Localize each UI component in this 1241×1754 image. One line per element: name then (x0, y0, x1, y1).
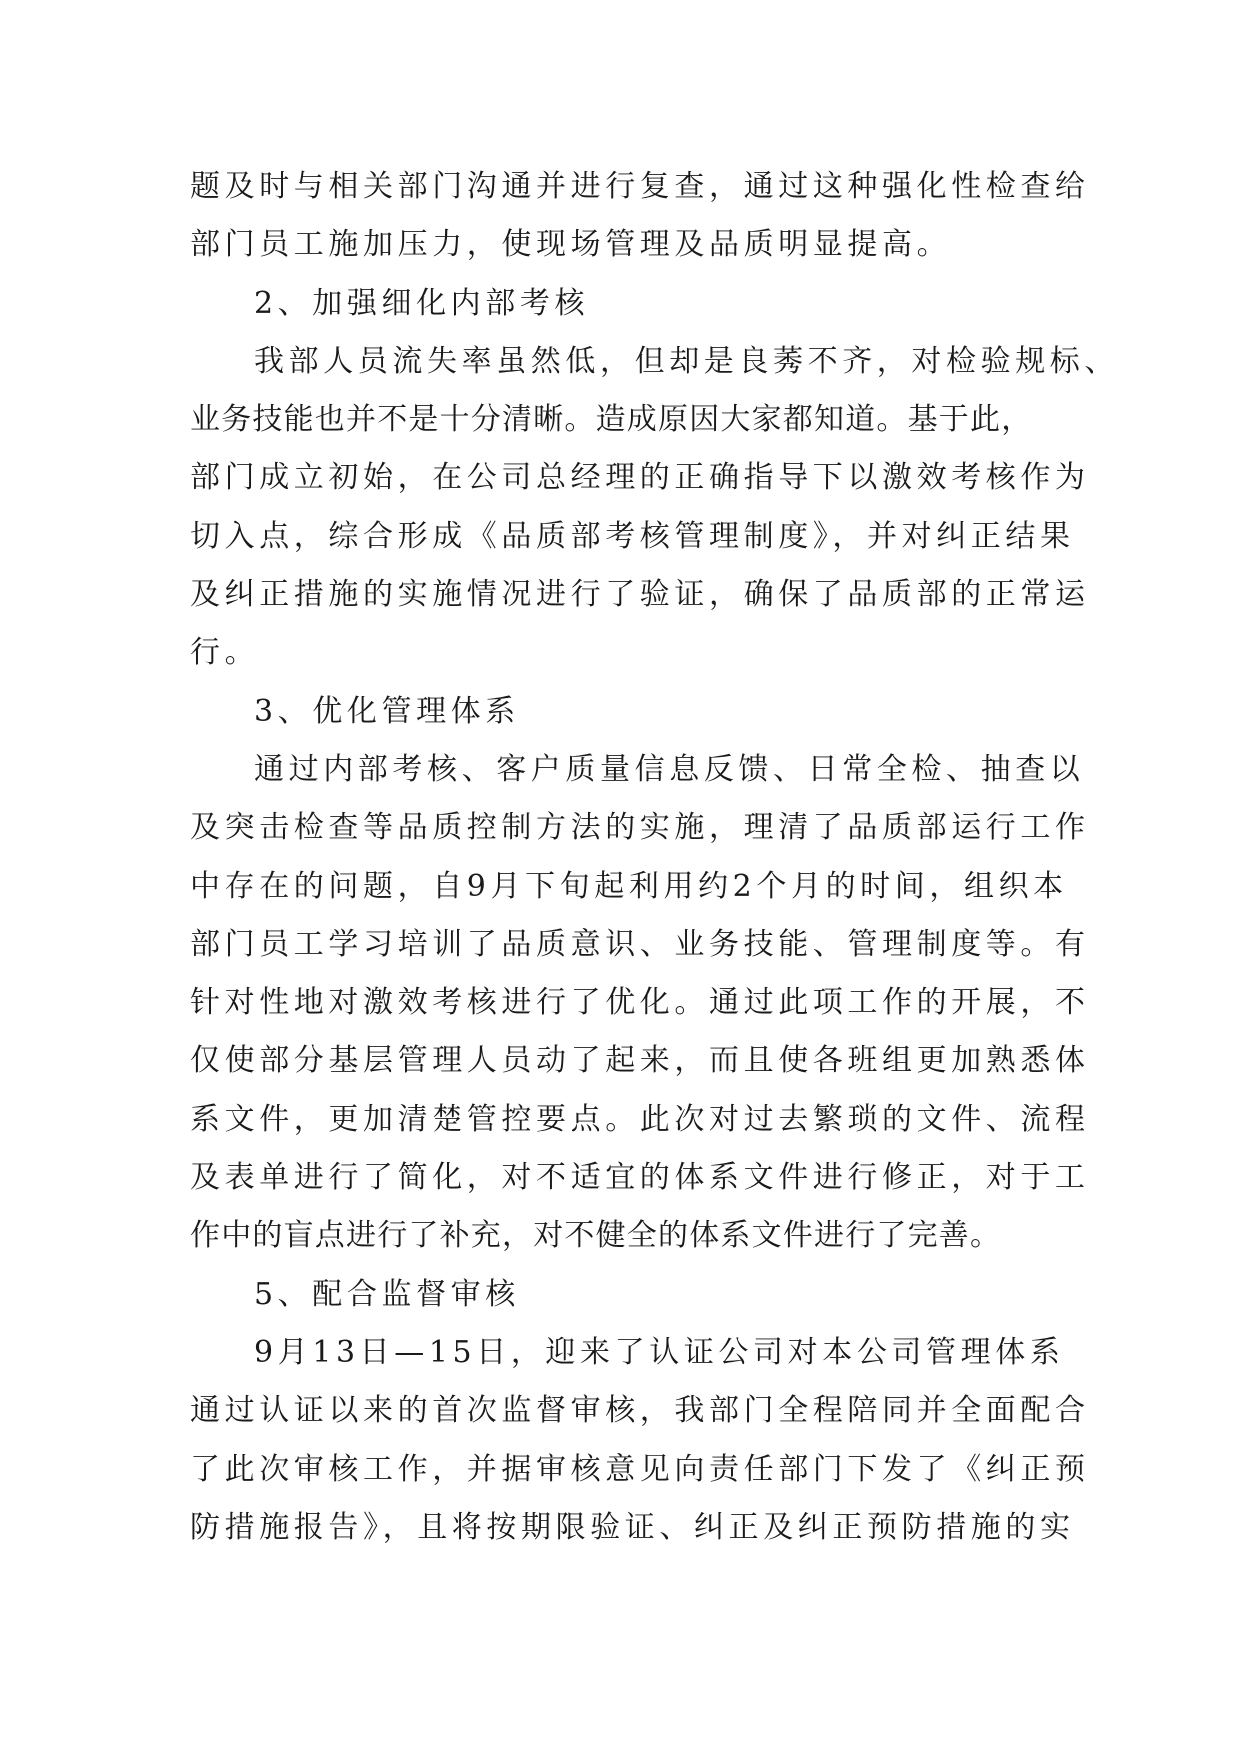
paragraph-line: 切入点，综合形成《品质部考核管理制度》，并对纠正结果 (190, 518, 1075, 554)
paragraph-line: 作中的盲点进行了补充，对不健全的体系文件进行了完善。 (190, 1218, 1002, 1254)
paragraph-line: 业务技能也并不是十分清晰。造成原因大家都知道。基于此， (190, 402, 1033, 438)
paragraph-line: 9月13日—15日，迎来了认证公司对本公司管理体系 (254, 1334, 1065, 1370)
paragraph-line: 及表单进行了简化，对不适宜的体系文件进行修正，对于工 (190, 1160, 1090, 1196)
paragraph-line: 部门成立初始，在公司总经理的正确指导下以激效考核作为 (190, 460, 1090, 496)
paragraph-line: 通过内部考核、客户质量信息反馈、日常全检、抽查以 (254, 751, 1085, 787)
paragraph-line: 防措施报告》，且将按期限验证、纠正及纠正预防措施的实 (190, 1509, 1075, 1545)
document-body (190, 158, 1119, 1557)
paragraph-line: 部门员工学习培训了品质意识、业务技能、管理制度等。有 (190, 926, 1090, 962)
paragraph-line: 及突击检查等品质控制方法的实施，理清了品质部运行工作 (190, 810, 1090, 846)
paragraph-line: 仅使部分基层管理人员动了起来，而且使各班组更加熟悉体 (190, 1043, 1090, 1079)
paragraph-line: 我部人员流失率虽然低，但却是良莠不齐，对检验规标、 (254, 343, 1119, 379)
section-heading: 3、优化管理体系 (254, 693, 520, 729)
paragraph-line: 系文件，更加清楚管控要点。此次对过去繁琐的文件、流程 (190, 1101, 1090, 1137)
paragraph-line: 题及时与相关部门沟通并进行复查，通过这种强化性检查给 (190, 169, 1090, 204)
paragraph-line: 及纠正措施的实施情况进行了验证，确保了品质部的正常运 (190, 577, 1090, 613)
paragraph-line: 通过认证以来的首次监督审核，我部门全程陪同并全面配合 (190, 1393, 1090, 1429)
paragraph-line: 部门员工施加压力，使现场管理及品质明显提高。 (190, 227, 952, 263)
section-heading: 2、加强细化内部考核 (254, 285, 590, 321)
paragraph-line: 中存在的问题，自9月下旬起利用约2个月的时间，组织本 (190, 868, 1068, 904)
section-heading: 5、配合监督审核 (254, 1276, 520, 1312)
paragraph-line: 行。 (190, 635, 260, 671)
paragraph-line: 了此次审核工作，并据审核意见向责任部门下发了《纠正预 (190, 1451, 1090, 1487)
paragraph-line: 针对性地对激效考核进行了优化。通过此项工作的开展，不 (190, 985, 1090, 1021)
